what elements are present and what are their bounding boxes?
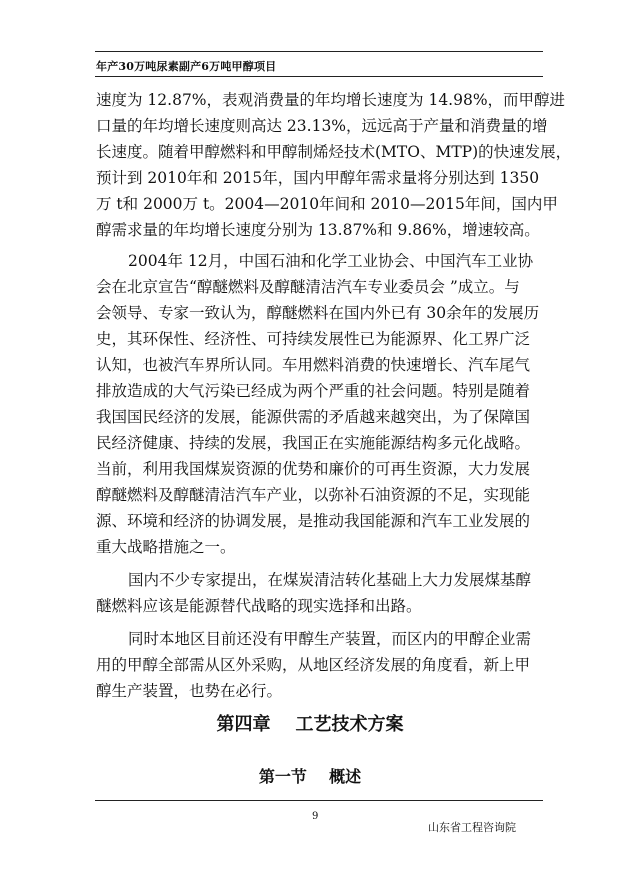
body-line: 同时本地区目前还没有甲醇生产装置，而区内的甲醇企业需 — [128, 630, 532, 648]
body-line: 会在北京宣告“醇醚燃料及醇醚清洁汽车专业委员会 ”成立。与 — [96, 278, 520, 296]
body-line: 长速度。随着甲醇燃料和甲醇制烯烃技术(MTO、MTP)的快速发展， — [96, 143, 572, 161]
footer-rule — [95, 800, 543, 801]
header-rule-top — [95, 51, 543, 52]
body-line: 重大战略措施之一。 — [96, 538, 236, 556]
header-project-title: 年产30万吨尿素副产6万吨甲醇项目 — [96, 60, 277, 73]
header-rule-bottom — [95, 76, 543, 77]
body-line: 醚燃料应该是能源替代战略的现实选择和出路。 — [96, 597, 422, 615]
body-line: 口量的年均增长速度则高达 23.13%，远远高于产量和消费量的增 — [96, 117, 548, 135]
body-line: 醇醚燃料及醇醚清洁汽车产业，以弥补石油资源的不足，实现能 — [96, 486, 531, 504]
body-line: 排放造成的大气污染已经成为两个严重的社会问题。特别是随着 — [96, 382, 531, 400]
body-line: 会领导、专家一致认为，醇醚燃料在国内外已有 30余年的发展历 — [96, 304, 540, 322]
body-line: 速度为 12.87%，表观消费量的年均增长速度为 14.98%，而甲醇进 — [96, 91, 566, 109]
body-line: 源、环境和经济的协调发展，是推动我国能源和汽车工业发展的 — [96, 512, 531, 530]
chapter-heading: 第四章 工艺技术方案 — [216, 714, 404, 735]
body-line: 史，其环保性、经济性、可持续发展性已为能源界、化工界广泛 — [96, 330, 531, 348]
footer-organization: 山东省工程咨询院 — [428, 821, 516, 834]
body-line: 民经济健康、持续的发展，我国正在实施能源结构多元化战略。 — [96, 434, 531, 452]
page-number: 9 — [312, 811, 319, 822]
body-line: 用的甲醇全部需从区外采购，从地区经济发展的角度看，新上甲 — [96, 656, 531, 674]
body-line: 醇需求量的年均增长速度分别为 13.87%和 9.86%，增速较高。 — [96, 221, 540, 239]
body-line: 2004年 12月，中国石油和化学工业协会、中国汽车工业协 — [128, 252, 534, 270]
body-line: 万 t和 2000万 t。2004—2010年间和 2010—2015年间，国内甲 — [96, 195, 558, 213]
body-line: 醇生产装置，也势在必行。 — [96, 682, 283, 700]
body-line: 当前，利用我国煤炭资源的优势和廉价的可再生资源，大力发展 — [96, 460, 531, 478]
body-line: 认知，也被汽车界所认同。车用燃料消费的快速增长、汽车尾气 — [96, 356, 531, 374]
body-line: 预计到 2010年和 2015年，国内甲醇年需求量将分别达到 1350 — [96, 169, 540, 187]
section-heading: 第一节 概述 — [258, 767, 362, 786]
body-line: 我国国民经济的发展，能源供需的矛盾越来越突出，为了保障国 — [96, 408, 531, 426]
body-line: 国内不少专家提出，在煤炭清洁转化基础上大力发展煤基醇 — [128, 571, 532, 589]
